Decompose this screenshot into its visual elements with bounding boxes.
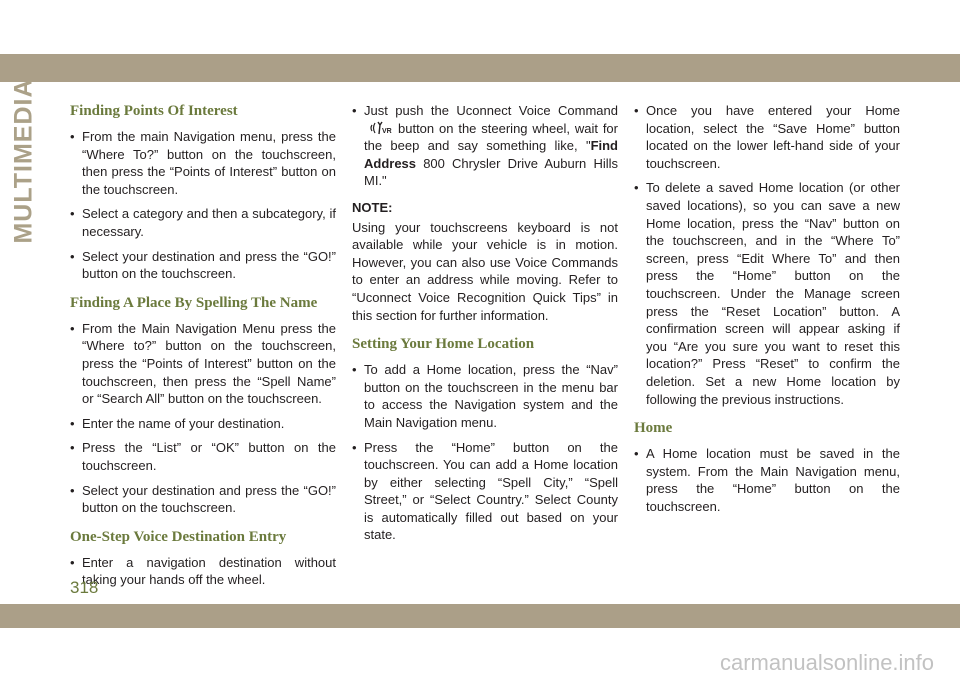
voice-command-text-c: 800 Chrysler Drive Auburn Hills MI.": [364, 155, 618, 189]
list-item-voice-command: [352, 102, 618, 190]
list-item: • Select a category and then a subcategory, if necessary.: [70, 205, 336, 240]
voice-command-vr-icon: [370, 121, 396, 135]
list-item: • From the Main Navigation Menu press the “Where to?” button on the touchscreen, press the “Points of Interest” button on the touchscreen, then press the “Spell Name” or “Search All” button on the touchscreen.: [70, 320, 336, 408]
list-item: • To delete a saved Home location (or other saved locations), so you can save a new Home location, press the “Nav” button on the touchscreen, and in the “Where To” screen, press “Edit Where To” and then press the “Home” button on the touchscreen. Under the Manage screen press the “Reset Location” button. A confirmation screen will appear asking if you “Are you sure you want to reset this location?” Press “Reset” to confirm the deletion. Set a new Home location by following the previous instructions.: [634, 179, 900, 408]
column-3: [634, 102, 900, 522]
list-item: • Enter the name of your destination.: [70, 415, 336, 433]
list-item: • A Home location must be saved in the system. From the Main Navigation menu, press the “Home” button on the touchscreen.: [634, 445, 900, 515]
heading-spell-name: Finding A Place By Spelling The Name: [70, 294, 318, 311]
list-item: • To add a Home location, press the “Nav” button on the touchscreen in the menu bar to access the Navigation system and the Main Navigation menu.: [352, 361, 618, 431]
list-item: • Select your destination and press the “GO!” button on the touchscreen.: [70, 248, 336, 283]
note-label: NOTE:: [352, 199, 393, 215]
list-item: • Once you have entered your Home location, select the “Save Home” button located on the lower left-hand side of your touchscreen.: [634, 102, 900, 172]
list-item: • Press the “List” or “OK” button on the touchscreen.: [70, 439, 336, 474]
list-item: • Select your destination and press the “GO!” button on the touchscreen.: [70, 482, 336, 517]
note-text: Using your touchscreens keyboard is not available while your vehicle is in motion. However, you can also use Voice Commands to enter an address while moving. Refer to “Uconnect Voice Recognition Quick Tips” in this section for further information.: [352, 219, 618, 323]
heading-voice-destination: One-Step Voice Destination Entry: [70, 528, 287, 545]
watermark: carmanualsonline.info: [720, 650, 935, 675]
voice-command-example: Find Address: [364, 138, 618, 171]
section-side-tab-label: MULTIMEDIA: [9, 78, 38, 244]
column-1: [70, 102, 336, 596]
footer-band: [0, 604, 960, 628]
voice-command-text-b: button on the steering wheel, wait for the beep and say something like, ": [364, 120, 618, 154]
column-2: [352, 102, 618, 551]
list-item: • From the main Navigation menu, press the “Where To?” button on the touchscreen, then press the “Points of Interest” button on the touchscreen.: [70, 128, 336, 198]
heading-finding-poi: Finding Points Of Interest: [70, 103, 238, 119]
list-item: • Enter a navigation destination without taking your hands off the wheel.: [70, 554, 336, 589]
heading-home: Home: [634, 420, 673, 437]
heading-home-location: Setting Your Home Location: [352, 336, 535, 353]
svg-text:VR: VR: [382, 127, 392, 135]
section-side-tab: [8, 78, 40, 244]
page-number: 318: [70, 578, 99, 597]
list-item: • Press the “Home” button on the touchscreen. You can add a Home location by either selecting “Spell City,” “Spell Street,” or “Select Country.” Select County is automatically filled out based on your state.: [352, 439, 618, 545]
voice-command-text-a: Just push the Uconnect Voice Command: [364, 103, 618, 118]
header-band: [0, 54, 960, 82]
